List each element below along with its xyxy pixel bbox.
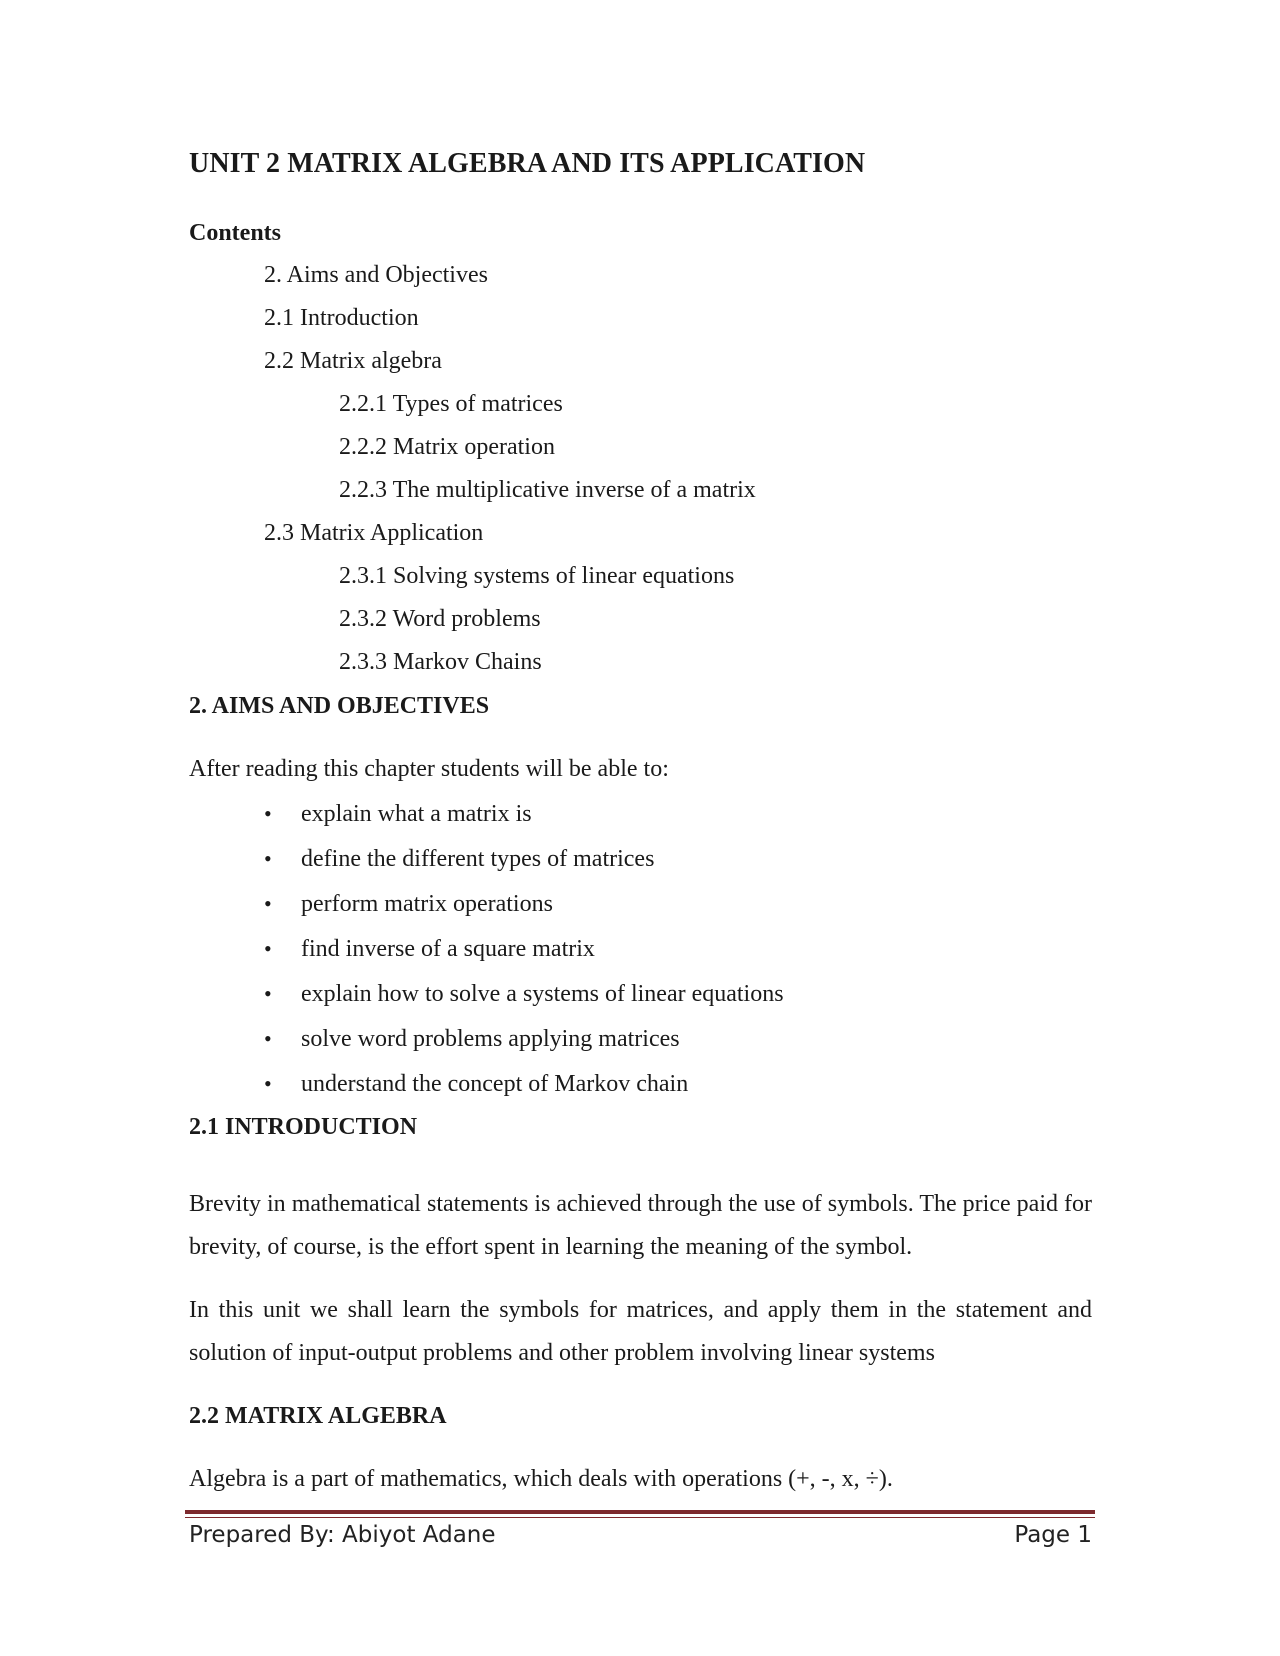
list-item-text: understand the concept of Markov chain [301,1071,689,1097]
list-item-text: define the different types of matrices [301,846,655,872]
matrix-algebra-heading: 2.2 MATRIX ALGEBRA [189,1403,447,1429]
introduction-paragraph: In this unit we shall learn the symbols for matrices, and apply them in the statement and solution of input-output problems and other problem involving linear systems [189,1297,1092,1366]
toc-subitem: 2.2.3 The multiplicative inverse of a matrix [339,477,756,503]
bullet-icon: • [264,846,272,871]
toc-subitem: 2.3.3 Markov Chains [339,649,542,675]
footer-author: Prepared By: Abiyot Adane [189,1522,496,1548]
toc-subitem: 2.3.2 Word problems [339,606,541,632]
toc-subitem: 2.2.2 Matrix operation [339,434,555,460]
list-item-text: explain how to solve a systems of linear equations [301,981,784,1007]
list-item-text: perform matrix operations [301,891,553,917]
aims-intro: After reading this chapter students will be able to: [189,756,669,782]
list-item-text: explain what a matrix is [301,801,532,827]
unit-title: UNIT 2 MATRIX ALGEBRA AND ITS APPLICATION [189,148,866,179]
introduction-paragraph: Brevity in mathematical statements is achieved through the use of symbols. The price paid for brevity, of course, is the effort spent in learning the meaning of the symbol. [189,1191,1092,1260]
aims-heading: 2. AIMS AND OBJECTIVES [189,693,490,719]
bullet-icon: • [264,981,272,1006]
matrix-algebra-text: Algebra is a part of mathematics, which deals with operations (+, -, x, ÷). [189,1466,893,1492]
footer-rule-thin [185,1517,1095,1518]
toc-subitem: 2.3.1 Solving systems of linear equations [339,563,735,589]
toc-item: 2. Aims and Objectives [264,262,488,288]
bullet-icon: • [264,1026,272,1051]
list-item-text: find inverse of a square matrix [301,936,595,962]
toc-item: 2.2 Matrix algebra [264,348,442,374]
list-item-text: solve word problems applying matrices [301,1026,680,1052]
bullet-icon: • [264,1071,272,1096]
page-number: Page 1 [1014,1522,1092,1548]
introduction-heading: 2.1 INTRODUCTION [189,1114,418,1140]
contents-heading: Contents [189,220,282,246]
bullet-icon: • [264,891,272,916]
toc-item: 2.1 Introduction [264,305,419,331]
bullet-icon: • [264,801,272,826]
toc-subitem: 2.2.1 Types of matrices [339,391,563,417]
toc-item: 2.3 Matrix Application [264,520,484,546]
bullet-icon: • [264,936,272,961]
footer-rule [185,1510,1095,1514]
